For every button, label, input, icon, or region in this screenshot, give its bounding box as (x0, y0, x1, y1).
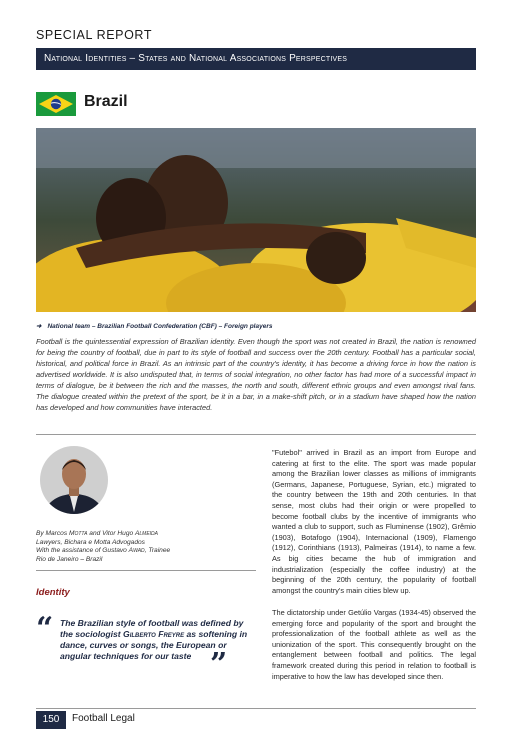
author-byline (36, 530, 256, 564)
byline-text: , Trainee (144, 547, 171, 554)
quote-text: The Brazilian style of football was defined by the sociologist (60, 618, 244, 639)
report-banner: National Identities – States and National Associations Perspectives (36, 48, 476, 70)
section-label: SPECIAL REPORT (36, 28, 153, 42)
divider (36, 434, 476, 435)
page-number: 150 (36, 711, 66, 729)
byline-affiliation: Lawyers, Bichara e Motta Advogados (36, 538, 145, 546)
author-name: Motta (68, 530, 88, 537)
author-name: Awad (128, 547, 145, 554)
brazil-flag-icon (36, 92, 76, 116)
author-portrait (40, 446, 108, 514)
footer-divider (36, 708, 476, 709)
magazine-title: Football Legal (72, 713, 135, 724)
open-quote-icon: “ (36, 611, 54, 646)
quote-name: Gilberto Freyre (123, 629, 185, 639)
section-heading: Identity (36, 587, 70, 598)
arrow-right-icon: ➜ (36, 323, 42, 330)
byline-text: and Vitor Hugo (87, 530, 135, 537)
divider (36, 570, 256, 571)
photo-caption (36, 322, 272, 330)
byline-text: By Marcos (36, 530, 69, 537)
country-title: Brazil (84, 93, 128, 110)
team-photo (36, 128, 476, 312)
body-paragraph: "Futebol" arrived in Brazil as an import from Europe and catering at first to the elite. The sport was made popular among the Brazilian lower classes as millions of immigrants (Germans, Japanese, Portuguese, Syrian, etc.) migrated to the country between the 19th and 20th centuries. In that sense, most clubs had their origin or were propelled to become football clubs by the incentive of immigrants who wanted a club to support, such as Fluminense (1902), Grêmio (1903), Botafogo (1904), Internacional (1909), Flamengo (1912), Corinthians (1913), Palmeiras (1914), to name a few. As big cities became the hub of immigration and industrialization (especially the coffee industry) at the beginning of the 20th century, the popularity of football amongst the country's main cities blew up. (272, 448, 476, 595)
intro-paragraph: Football is the quintessential expression of Brazilian identity. Even though the sport was not created in Brazil, the nation is renowned for being the country of football, due in part to its style of football and success over the 20th century. Football has a particular social, historical, and political force in Brazil. As an intrinsic part of the country's identity, it has become a driving force in how the nation is advertised worldwide. It is also undisputed that, in terms of social integration, no other factor has had more of a successful impact in terms of dialogue, be it between the rich and the masses, the north and south, different ethnic groups and even amongst rival fans. The dialogue created within the pretext of the sport, be it in a bar, in a make-shift pitch, or in a stadium have shaped how the nation has developed and how communities have interacted. (36, 337, 476, 412)
byline-text: With the assistance of Gustavo (36, 547, 129, 554)
body-paragraph: The dictatorship under Getúlio Vargas (1934-45) observed the emerging force and popularity of the sport and brought the professionalization of the football athlete as well as the unionization of the sport. This consequently brought on the entanglement between football and politics. The legal framework created during this period in relation to football is imperative to how the law has developed since then. (272, 608, 476, 681)
author-name: Almeida (134, 530, 158, 537)
byline-location: Rio de Janeiro – Brazil (36, 555, 103, 563)
close-quote-icon: ” (210, 647, 228, 682)
quote-text: as softening in dance, curves or songs, the European or angular techniques for our taste (60, 629, 248, 661)
caption-text: National team – Brazilian Football Confederation (CBF) – Foreign players (47, 323, 273, 330)
